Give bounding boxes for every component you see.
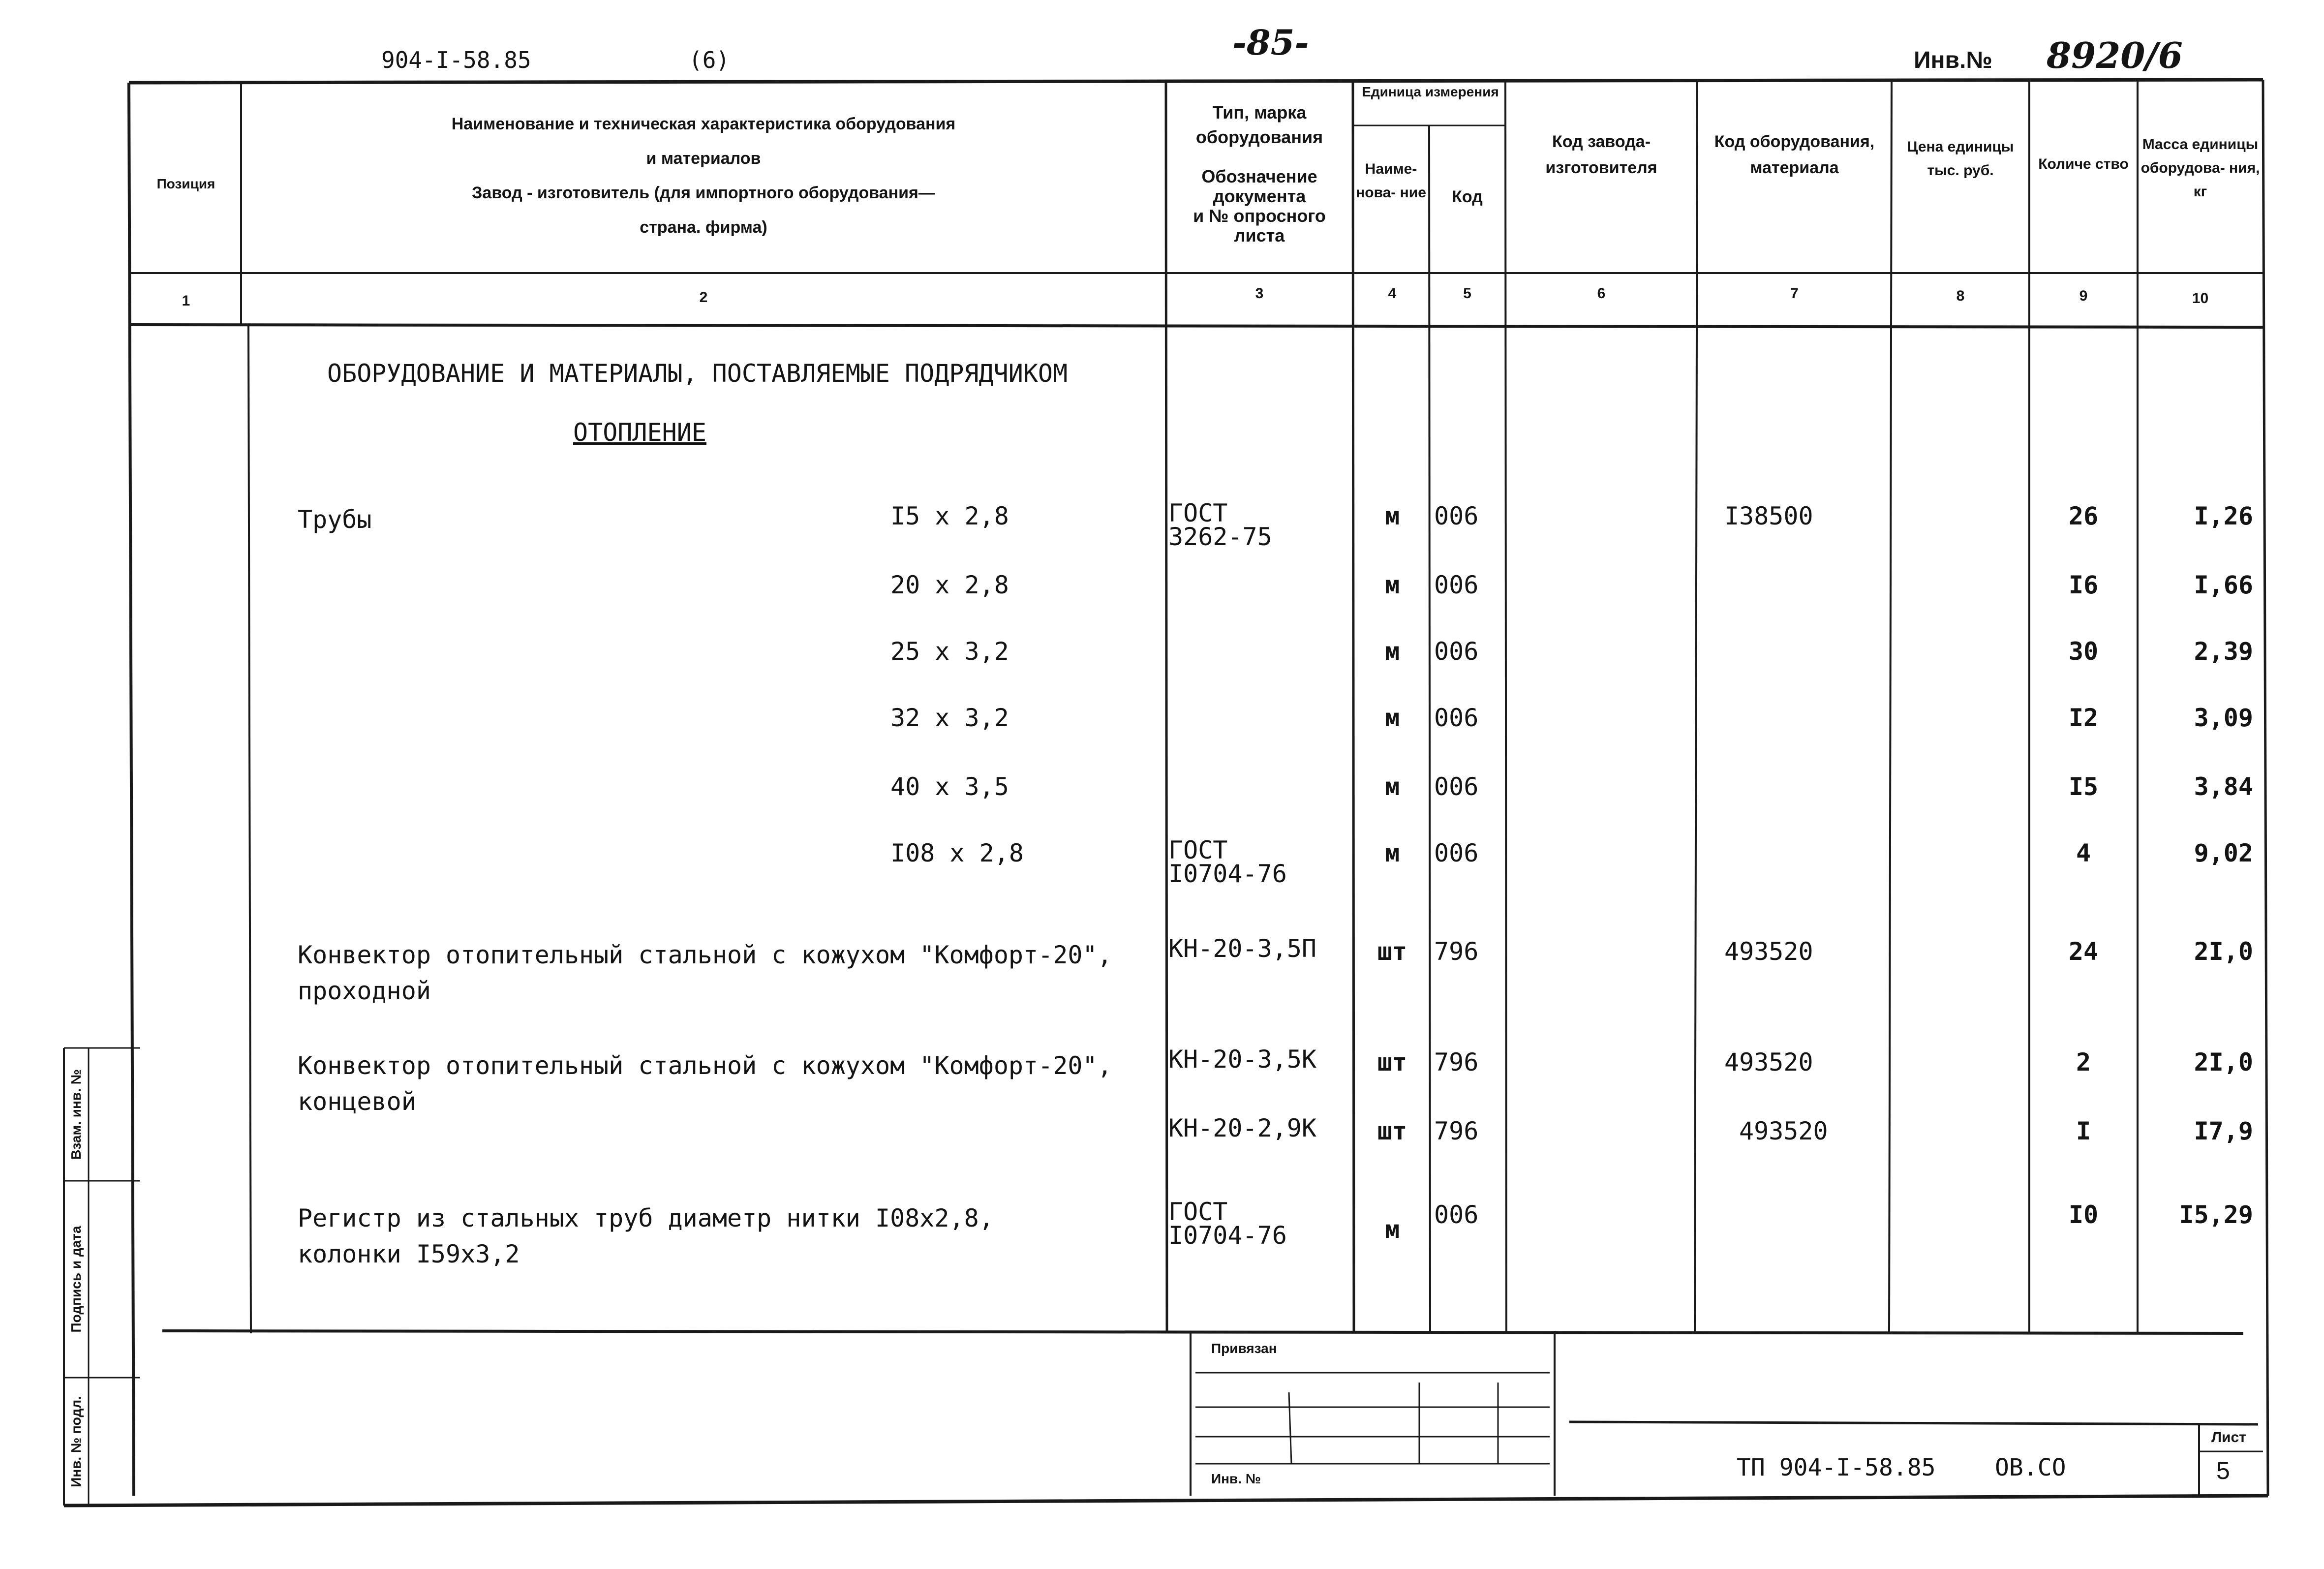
header-unit-code: Код [1452, 187, 1483, 206]
header-type-line1: Тип, марка [1212, 102, 1307, 123]
row-unit-mass: 2I,0 [2194, 937, 2253, 966]
row-document: ГОСТ I0704-76 [1168, 1198, 1287, 1250]
row-unit: м [1384, 1215, 1400, 1244]
page-number: -85- [1232, 22, 1309, 63]
row-unit-mass: I5,29 [2179, 1200, 2253, 1229]
header-type-line2: оборудования [1195, 127, 1323, 147]
column-number-10: 10 [2192, 290, 2209, 307]
copy-number: (6) [689, 47, 730, 73]
column-number-3: 3 [1255, 285, 1264, 302]
row-name: Трубы [298, 505, 372, 534]
inventory-no-label: Инв. № [1211, 1471, 1261, 1486]
column-number-1: 1 [182, 293, 190, 309]
column-number-9: 9 [2079, 288, 2088, 304]
inventory-label: Инв.№ [1914, 47, 1992, 73]
margin-vzam-inv: Взам. инв. № [68, 1069, 84, 1160]
margin-inv-podl: Инв. № подл. [68, 1396, 84, 1487]
header-name-line4: страна. фирма) [640, 218, 767, 237]
column-number-8: 8 [1956, 288, 1965, 304]
row-unit: м [1384, 502, 1400, 530]
row-document: КН-20-3,5П [1168, 934, 1317, 963]
row-unit-code: 006 [1434, 502, 1479, 530]
row-size: I5 x 2,8 [890, 502, 1009, 530]
row-unit-mass: 2I,0 [2194, 1048, 2253, 1077]
privyazan-label: Привязан [1211, 1341, 1277, 1356]
header-unit-group: Единица измерения [1362, 84, 1499, 99]
row-document: ГОСТ 3262-75 [1168, 499, 1272, 551]
header-material-code: Код оборудования, материала [1714, 132, 1875, 177]
row-unit: м [1384, 637, 1400, 666]
row-quantity: I5 [2068, 772, 2099, 801]
header-name-line2: и материалов [646, 149, 761, 168]
row-quantity: I2 [2068, 704, 2099, 732]
row-quantity: 2 [2076, 1048, 2091, 1077]
footer-mark: ОВ.СО [1995, 1454, 2066, 1481]
column-number-4: 4 [1388, 285, 1397, 302]
header-quantity: Количе ство [2038, 156, 2129, 172]
row-size: 20 x 2,8 [890, 571, 1009, 599]
row-name: Регистр из стальных труб диаметр нитки I08x2,8, колонки I59x3,2 [298, 1204, 994, 1268]
row-quantity: I6 [2068, 571, 2099, 599]
row-unit: м [1384, 839, 1400, 867]
header-type-line3: Обозначение [1201, 166, 1317, 186]
column-number-7: 7 [1790, 285, 1799, 302]
row-document: КН-20-2,9К [1168, 1114, 1317, 1142]
row-unit: м [1384, 704, 1400, 732]
section-subtitle: ОТОПЛЕНИЕ [573, 418, 706, 447]
inventory-number: 8920/6 [2047, 34, 2183, 76]
row-unit-mass: I7,9 [2194, 1117, 2253, 1145]
row-size: 40 x 3,5 [890, 772, 1009, 801]
header-unit-price: Цена единицы тыс. руб. [1907, 139, 2014, 179]
sheet-number: 5 [2216, 1457, 2230, 1484]
row-material-code: 493520 [1724, 1048, 1813, 1077]
header-unit-mass: Масса единицы оборудова- ния, кг [2141, 136, 2260, 200]
row-unit: шт [1377, 937, 1407, 966]
row-unit-mass: 3,09 [2194, 704, 2253, 732]
header-type-line4: документа [1213, 186, 1306, 206]
row-unit-mass: 9,02 [2194, 839, 2253, 867]
section-title: ОБОРУДОВАНИЕ И МАТЕРИАЛЫ, ПОСТАВЛЯЕМЫЕ ПОДРЯДЧИКОМ [327, 359, 1068, 388]
row-unit-code: 006 [1434, 637, 1479, 666]
row-quantity: 4 [2076, 839, 2091, 867]
row-unit-code: 006 [1434, 839, 1479, 867]
row-unit: шт [1377, 1117, 1407, 1145]
row-unit-code: 006 [1434, 772, 1479, 801]
row-unit-mass: I,66 [2194, 571, 2253, 599]
row-quantity: I0 [2068, 1200, 2099, 1229]
row-material-code: I38500 [1724, 502, 1813, 530]
row-unit-code: 796 [1434, 1117, 1479, 1145]
header-name-line3: Завод - изготовитель (для импортного оборудования— [472, 184, 935, 202]
row-document: КН-20-3,5К [1168, 1045, 1317, 1074]
header-type-line5: и № опросного [1193, 206, 1326, 226]
header-type-line6: листа [1234, 225, 1285, 246]
row-unit-code: 796 [1434, 1048, 1479, 1077]
row-name: Конвектор отопительный стальной с кожухом "Комфорт-20", концевой [298, 1051, 1112, 1116]
row-unit-code: 796 [1434, 937, 1479, 966]
row-unit: м [1384, 772, 1400, 801]
header-name-line1: Наименование и техническая характеристика оборудования [451, 115, 956, 133]
document-code: 904-I-58.85 [381, 47, 531, 73]
row-quantity: 30 [2068, 637, 2099, 666]
row-material-code: 493520 [1739, 1117, 1828, 1145]
row-unit-code: 006 [1434, 1200, 1479, 1229]
row-quantity: 26 [2068, 502, 2099, 530]
column-number-2: 2 [699, 289, 708, 306]
row-unit: шт [1377, 1048, 1407, 1077]
row-quantity: 24 [2068, 937, 2099, 966]
row-unit-mass: 2,39 [2194, 637, 2253, 666]
sheet-label: Лист [2211, 1429, 2246, 1446]
row-unit-code: 006 [1434, 704, 1479, 732]
row-size: 32 x 3,2 [890, 704, 1009, 732]
column-number-5: 5 [1463, 285, 1471, 302]
column-number-6: 6 [1597, 285, 1606, 302]
row-unit: м [1384, 571, 1400, 599]
header-position: Позиция [156, 176, 215, 191]
row-unit-code: 006 [1434, 571, 1479, 599]
header-manufacturer-code: Код завода- изготовителя [1545, 132, 1657, 177]
row-size: 25 x 3,2 [890, 637, 1009, 666]
row-unit-mass: I,26 [2194, 502, 2253, 530]
footer-document-id: ТП 904-I-58.85 [1737, 1454, 1936, 1481]
row-name: Конвектор отопительный стальной с кожухом "Комфорт-20", проходной [298, 941, 1112, 1005]
row-quantity: I [2076, 1117, 2091, 1145]
margin-signature-date: Подпись и дата [68, 1226, 84, 1333]
row-unit-mass: 3,84 [2194, 772, 2253, 801]
row-material-code: 493520 [1724, 937, 1813, 966]
row-document: ГОСТ I0704-76 [1168, 836, 1287, 888]
row-size: I08 x 2,8 [890, 839, 1024, 867]
header-unit-name: Наиме- нова- ние [1356, 161, 1426, 201]
